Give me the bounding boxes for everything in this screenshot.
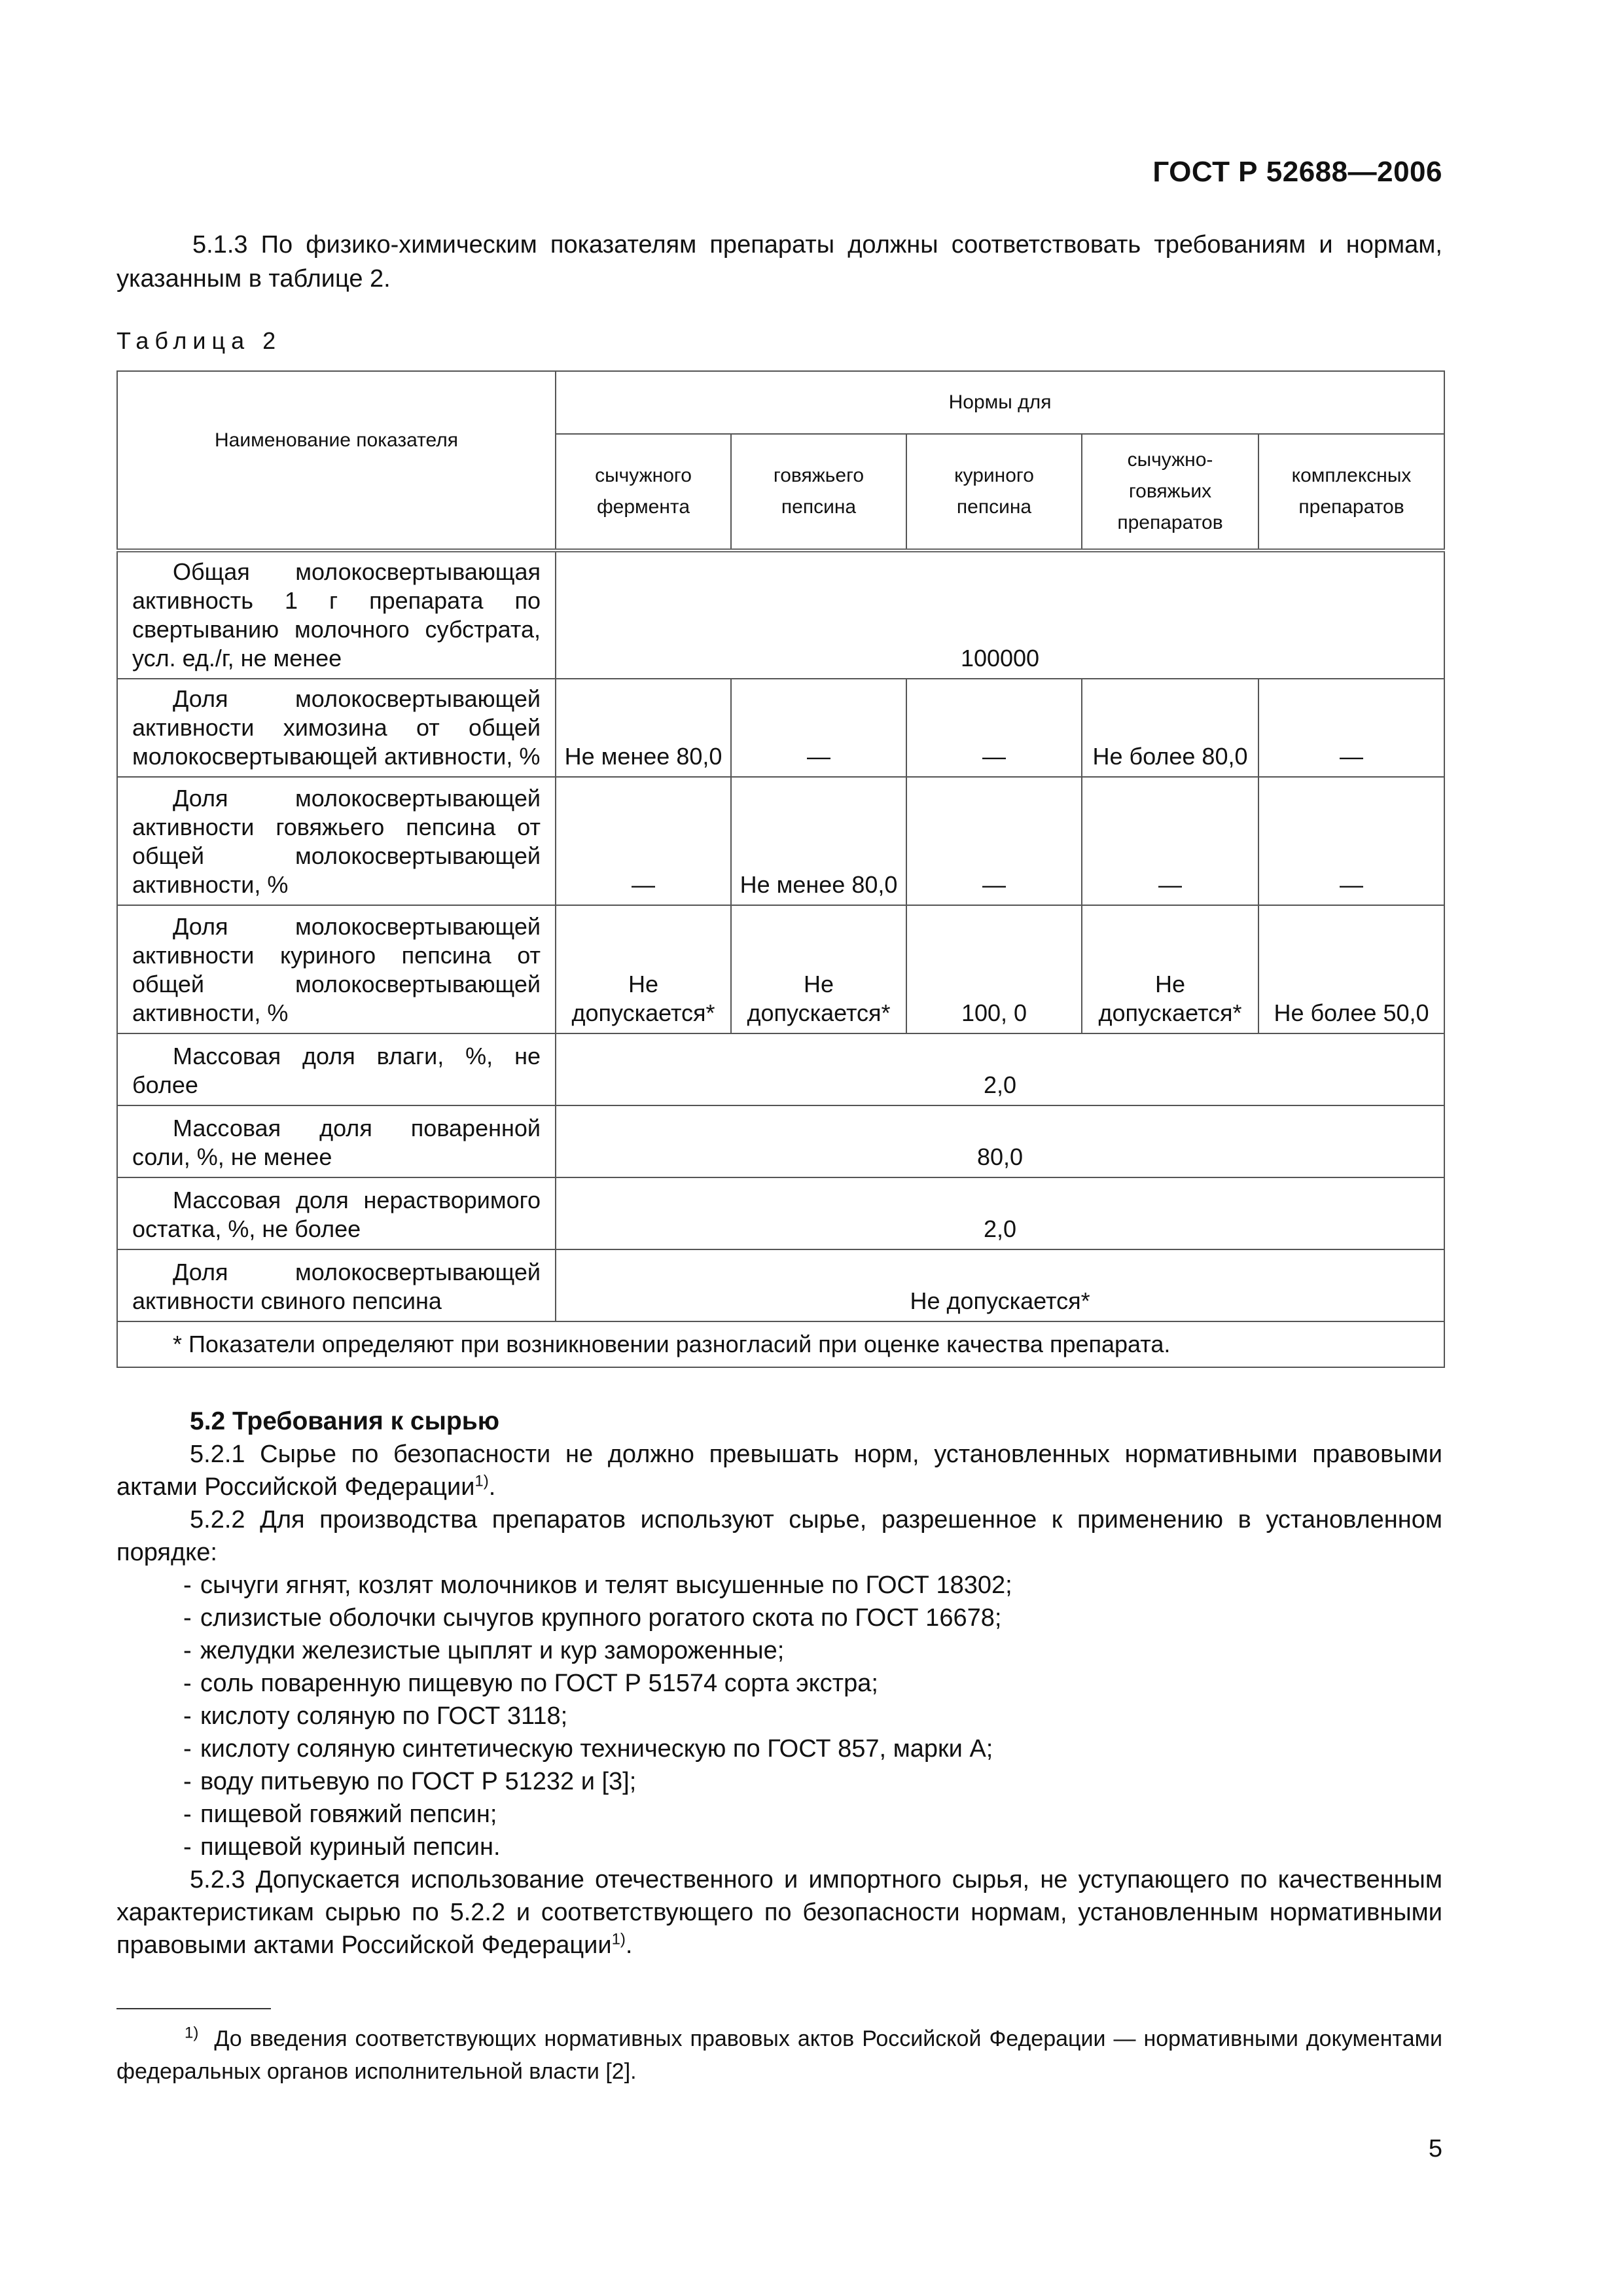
list-item: - пищевой говяжий пепсин; <box>183 1801 497 1828</box>
header-norms-group: Нормы для <box>556 371 1444 434</box>
value-cell: — <box>906 777 1082 905</box>
merged-value-cell: Не допускается* <box>556 1249 1444 1321</box>
clause-5-2-2: 5.2.2 Для производства препаратов используют сырье, разрешенное к применению в установленном порядке: <box>116 1506 1442 1566</box>
raw-materials-list <box>116 1569 1442 1863</box>
list-item: - сычуги ягнят, козлят молочников и телят высушенные по ГОСТ 18302; <box>183 1571 1012 1599</box>
merged-value-cell: 2,0 <box>556 1033 1444 1105</box>
value-cell: — <box>731 679 906 777</box>
table-row <box>117 905 1444 1033</box>
merged-value-cell: 80,0 <box>556 1105 1444 1177</box>
value-cell: — <box>1258 777 1444 905</box>
value-cell: Не менее 80,0 <box>556 679 731 777</box>
value-cell: Не менее 80,0 <box>731 777 906 905</box>
table-row <box>117 1105 1444 1177</box>
header-col: сычужного фермента <box>556 434 731 550</box>
indicator-name: Доля молокосвертывающей активности химозина от общей молокосвертывающей активности, % <box>117 679 556 777</box>
list-item: - слизистые оболочки сычугов крупного рогатого скота по ГОСТ 16678; <box>183 1604 1002 1632</box>
header-col: сычужно-говяжьих препаратов <box>1082 434 1258 550</box>
indicator-name: Общая молокосвертывающая активность 1 г препарата по свертыванию молочного субстрата, усл. ед./г, не менее <box>117 550 556 679</box>
table-row <box>117 1249 1444 1321</box>
indicator-name: Массовая доля влаги, %, не более <box>117 1033 556 1105</box>
section-5-2-title: 5.2 Требования к сырью <box>190 1407 500 1435</box>
value-cell: 100, 0 <box>906 905 1082 1033</box>
table-row <box>117 1177 1444 1249</box>
value-cell: Не допускается* <box>1082 905 1258 1033</box>
value-cell: Не допускается* <box>731 905 906 1033</box>
list-item: - пищевой куриный пепсин. <box>183 1833 501 1861</box>
value-cell: — <box>1258 679 1444 777</box>
indicator-name: Доля молокосвертывающей активности куриного пепсина от общей молокосвертывающей активности, % <box>117 905 556 1033</box>
page-number: 5 <box>1428 2135 1442 2162</box>
indicator-name: Массовая доля нерастворимого остатка, %, не более <box>117 1177 556 1249</box>
indicator-name: Массовая доля поваренной соли, %, не менее <box>117 1105 556 1177</box>
list-item: - воду питьевую по ГОСТ Р 51232 и [3]; <box>183 1768 637 1795</box>
requirements-table <box>116 370 1445 1368</box>
footnote: $^{1)}$ До введения соответствующих нормативных правовых актов Российской Федерации — нормативными документами федеральных органов исполнительной власти [2]. <box>116 2024 1442 2084</box>
header-col: говяжьего пепсина <box>731 434 906 550</box>
indicator-name: Доля молокосвертывающей активности говяжьего пепсина от общей молокосвертывающей активности, % <box>117 777 556 905</box>
document-id: ГОСТ Р 52688—2006 <box>1152 156 1442 188</box>
value-cell: — <box>556 777 731 905</box>
value-cell: Не более 50,0 <box>1258 905 1444 1033</box>
value-cell: — <box>906 679 1082 777</box>
section-5-2-body <box>116 1438 1442 1962</box>
list-item: - желудки железистые цыплят и кур замороженные; <box>183 1637 785 1664</box>
header-col: куриного пепсина <box>906 434 1082 550</box>
clause-5-2-1: 5.2.1 Сырье по безопасности не должно превышать норм, установленных нормативными правовыми актами Российской Федерации$^{1)}$. <box>116 1441 1442 1501</box>
clause-5-1-3: 5.1.3 По физико-химическим показателям препараты должны соответствовать требованиям и нормам, указанным в таблице 2. <box>116 231 1442 293</box>
clause-5-2-3: 5.2.3 Допускается использование отечественного и импортного сырья, не уступающего по качественным характеристикам сырью по 5.2.2 и соответствующего по безопасности нормам, установленным нормативными правовыми актами Российской Федерации$^{1)}$. <box>116 1866 1442 1959</box>
table-row <box>117 679 1444 777</box>
header-col: комплексных препаратов <box>1258 434 1444 550</box>
value-cell: Не допускается* <box>556 905 731 1033</box>
list-item: - соль поваренную пищевую по ГОСТ Р 51574 сорта экстра; <box>183 1670 878 1697</box>
table-row <box>117 550 1444 679</box>
list-item: - кислоту соляную синтетическую техническую по ГОСТ 857, марки А; <box>183 1735 993 1763</box>
footnote-separator <box>116 2008 271 2009</box>
merged-value-cell: 100000 <box>556 550 1444 679</box>
value-cell: — <box>1082 777 1258 905</box>
table-row <box>117 777 1444 905</box>
header-indicator-name: Наименование показателя <box>117 371 556 550</box>
table-row <box>117 1033 1444 1105</box>
value-cell: Не более 80,0 <box>1082 679 1258 777</box>
table-caption: Таблица 2 <box>116 327 282 354</box>
table-note: * Показатели определяют при возникновении разногласий при оценке качества препарата. <box>117 1321 1444 1367</box>
indicator-name: Доля молокосвертывающей активности свиного пепсина <box>117 1249 556 1321</box>
merged-value-cell: 2,0 <box>556 1177 1444 1249</box>
list-item: - кислоту соляную по ГОСТ 3118; <box>183 1702 568 1730</box>
